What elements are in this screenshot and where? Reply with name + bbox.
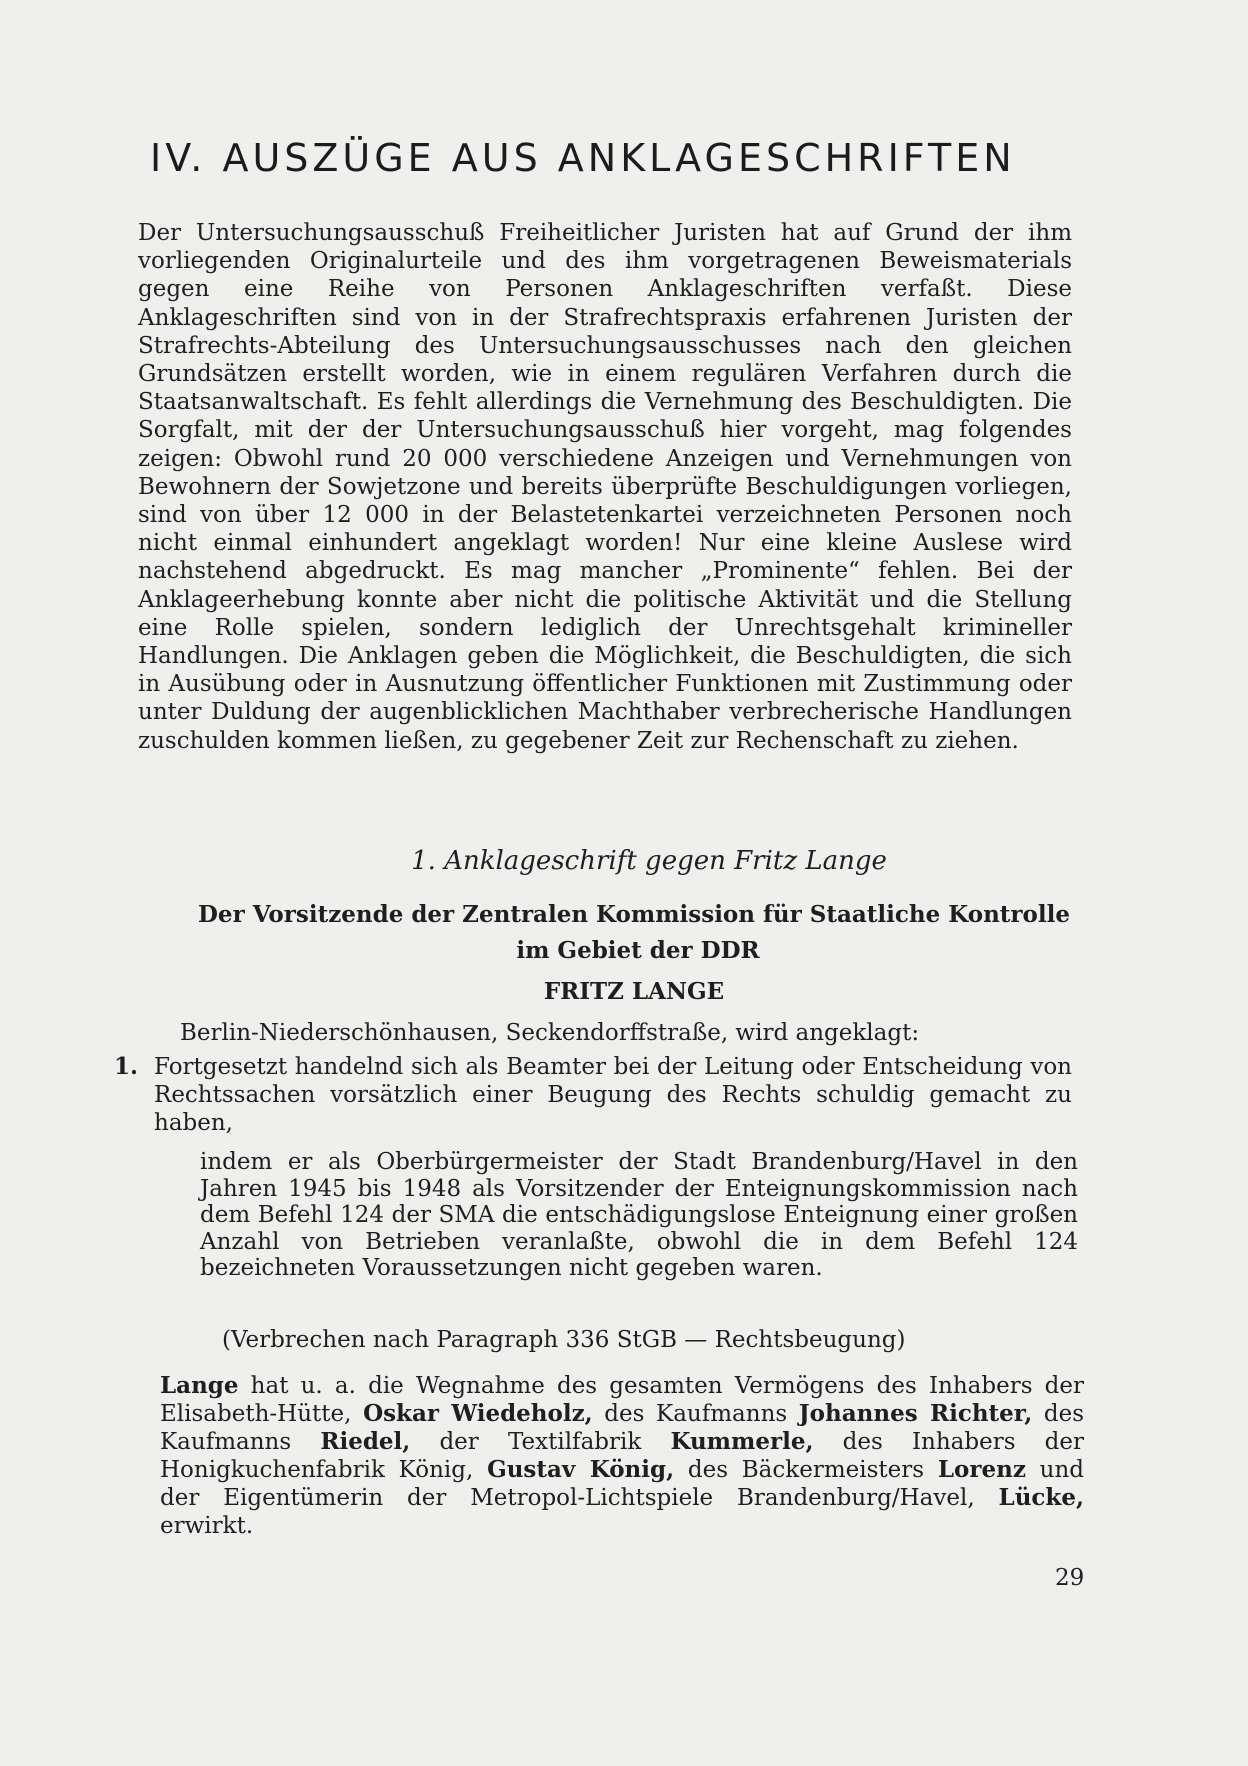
- facts-name: Kummerle,: [670, 1428, 814, 1455]
- chapter-heading: IV. AUSZÜGE AUS ANKLAGESCHRIFTEN: [150, 136, 1016, 180]
- facts-text: des Kaufmanns: [592, 1401, 799, 1427]
- facts-text: des Inhabers der Honigkuchenfabrik König,: [160, 1429, 1084, 1483]
- facts-text: der Textilfabrik: [410, 1429, 671, 1455]
- facts-text: des Kaufmanns: [160, 1401, 1085, 1455]
- facts-name: Johannes Richter,: [798, 1400, 1033, 1427]
- accused-address: Berlin-Niederschönhausen, Seckendorffstraße, wird angeklagt:: [180, 1020, 920, 1046]
- facts-text: hat u. a. die Wegnahme des gesamten Vermögens des Inhabers der Elisabeth-Hütte,: [160, 1373, 1084, 1427]
- offense-note: (Verbrechen nach Paragraph 336 StGB — Rechtsbeugung): [222, 1327, 906, 1353]
- page-number: 29: [1055, 1565, 1085, 1591]
- count-detail: indem er als Oberbürgermeister der Stadt Brandenburg/Havel in den Jahren 1945 bis 1948 als Vorsitzender der Enteignungskommission nach dem Befehl 124 der SMA die entschädigungslose Enteignung einer großen Anzahl von Betrieben veranlaßte, obwohl die in dem Befehl 124 bezeichneten Voraussetzungen nicht gegeben waren.: [200, 1149, 1078, 1282]
- facts-name: Lücke,: [998, 1484, 1084, 1511]
- facts-name: Gustav König,: [487, 1456, 675, 1483]
- section-heading: 1. Anklageschrift gegen Fritz Lange: [411, 846, 887, 876]
- facts-text: des Bäckermeisters: [674, 1457, 938, 1483]
- authority-line-1: Der Vorsitzende der Zentralen Kommission für Staatliche Kontrolle: [197, 901, 1070, 928]
- intro-paragraph: Der Untersuchungsausschuß Freiheitlicher Juristen hat auf Grund der ihm vorliegenden Originalurteile und des ihm vorgetragenen Beweismaterials gegen eine Reihe von Personen Anklageschriften verfaßt. Diese Anklageschriften sind von in der Strafrechtspraxis erfahrenen Juristen der Strafrechts-Abteilung des Untersuchungsausschusses nach den gleichen Grundsätzen erstellt worden, wie in einem regulären Verfahren durch die Staatsanwaltschaft. Es fehlt allerdings die Vernehmung des Beschuldigten. Die Sorgfalt, mit der der Untersuchungsausschuß hier vorgeht, mag folgendes zeigen: Obwohl rund 20 000 verschiedene Anzeigen und Vernehmungen von Bewohnern der Sowjetzone und bereits überprüfte Beschuldigungen vorliegen, sind von über 12 000 in der Belastetenkartei verzeichneten Personen noch nicht einmal einhundert angeklagt worden! Nur eine kleine Auslese wird nachstehend abgedruckt. Es mag mancher „Prominente“ fehlen. Bei der Anklageerhebung konnte aber nicht die politische Aktivität und die Stellung eine Rolle spielen, sondern lediglich der Unrechtsgehalt krimineller Handlungen. Die Anklagen geben die Möglichkeit, die Beschuldigten, die sich in Ausübung oder in Ausnutzung öffentlicher Funktionen mit Zustimmung oder unter Duldung der augenblicklichen Machthaber verbrecherische Handlungen zuschulden kommen ließen, zu gegebener Zeit zur Rechenschaft zu ziehen.: [138, 220, 1072, 754]
- facts-text: erwirkt.: [160, 1513, 254, 1539]
- facts-paragraph: [160, 1372, 1084, 1540]
- facts-name: Lorenz: [937, 1456, 1026, 1483]
- facts-text: und der Eigentümerin der Metropol-Lichtspiele Brandenburg/Havel,: [160, 1457, 1084, 1511]
- facts-name: Oskar Wiedeholz,: [363, 1400, 593, 1427]
- accused-name: FRITZ LANGE: [543, 978, 725, 1005]
- facts-name: Lange: [160, 1372, 239, 1399]
- count-number: 1.: [114, 1053, 139, 1080]
- count-text: Fortgesetzt handelnd sich als Beamter bei der Leitung oder Entscheidung von Rechtssachen vorsätzlich einer Beugung des Rechts schuldig gemacht zu haben,: [154, 1054, 1072, 1136]
- facts-name: Riedel,: [320, 1428, 411, 1455]
- authority-line-2: im Gebiet der DDR: [516, 937, 760, 964]
